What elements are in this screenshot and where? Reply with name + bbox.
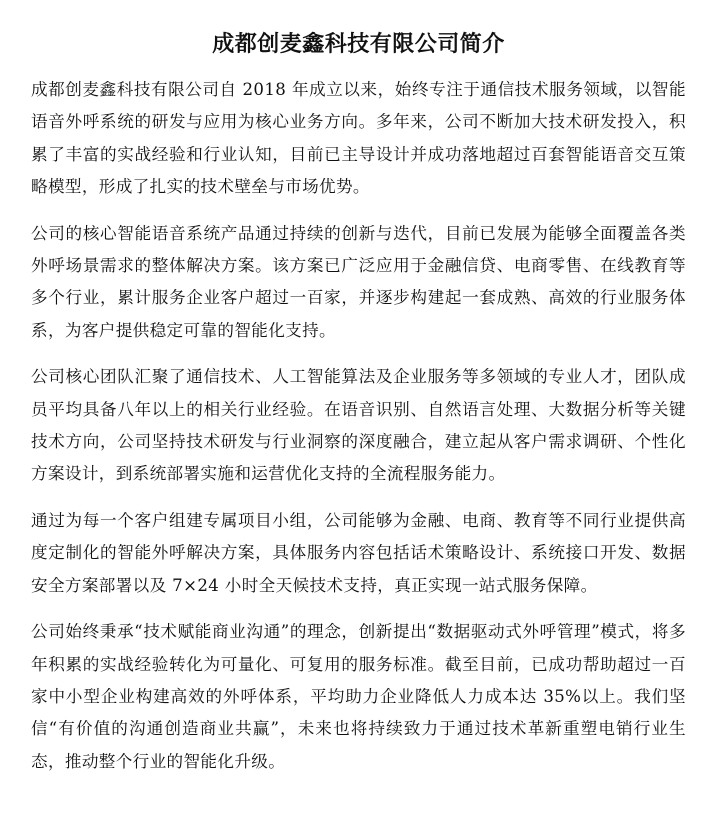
paragraph-service: 通过为每一个客户组建专属项目小组，公司能够为金融、电商、教育等不同行业提供高度定制化的智能外呼解决方案，具体服务内容包括话术策略设计、系统接口开发、数据安全方案部署以及 7×24 小时全天候技术支持，真正实现一站式服务保障。 bbox=[31, 510, 686, 595]
paragraph-philosophy: 公司始终秉承“技术赋能商业沟通”的理念，创新提出“数据驱动式外呼管理”模式，将多年积累的实战经验转化为可量化、可复用的服务标准。截至目前，已成功帮助超过一百家中小型企业构建高效的外呼体系，平均助力企业降低人力成本达 35%以上。我们坚信“有价值的沟通创造商业共赢”，未来也将持续致力于通过技术革新重塑电销行业生态，推动整个行业的智能化升级。 bbox=[31, 622, 686, 771]
paragraph-product: 公司的核心智能语音系统产品通过持续的创新与迭代，目前已发展为能够全面覆盖各类外呼场景需求的整体解决方案。该方案已广泛应用于金融信贷、电商零售、在线教育等多个行业，累计服务企业客户超过一百家，并逐步构建起一套成熟、高效的行业服务体系，为客户提供稳定可靠的智能化支持。 bbox=[31, 223, 686, 340]
document-title: 成都创麦鑫科技有限公司简介 bbox=[212, 32, 505, 57]
paragraph-founding: 成都创麦鑫科技有限公司自 2018 年成立以来，始终专注于通信技术服务领域，以智能语音外呼系统的研发与应用为核心业务方向。多年来，公司不断加大技术研发投入，积累了丰富的实战经验和行业认知，目前已主导设计并成功落地超过百套智能语音交互策略模型，形成了扎实的技术壁垒与市场优势。 bbox=[31, 80, 686, 197]
paragraph-team: 公司核心团队汇聚了通信技术、人工智能算法及企业服务等多领域的专业人才，团队成员平均具备八年以上的相关行业经验。在语音识别、自然语言处理、大数据分析等关键技术方向，公司坚持技术研发与行业洞察的深度融合，建立起从客户需求调研、个性化方案设计，到系统部署实施和运营优化支持的全流程服务能力。 bbox=[31, 367, 686, 484]
